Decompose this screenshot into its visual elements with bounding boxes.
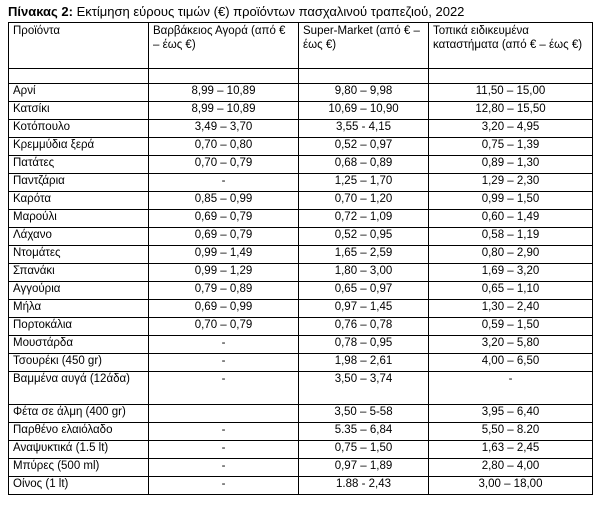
- cell-product: Βαμμένα αυγά (12άδα): [9, 372, 149, 405]
- cell-local: 0,60 – 1,49: [429, 210, 593, 228]
- cell-varvakeios: 0,70 – 0,79: [149, 318, 299, 336]
- cell-supermarket: 3,50 – 3,74: [299, 372, 429, 405]
- table-row: [9, 120, 593, 138]
- cell-varvakeios: 0,79 – 0,89: [149, 282, 299, 300]
- cell-product: Κοτόπουλο: [9, 120, 149, 138]
- cell-supermarket: 1,80 – 3,00: [299, 264, 429, 282]
- cell-supermarket: 10,69 – 10,90: [299, 102, 429, 120]
- cell-supermarket: 9,80 – 9,98: [299, 84, 429, 102]
- cell-varvakeios: -: [149, 477, 299, 495]
- table-row: [9, 477, 593, 495]
- cell-local: 0,59 – 1,50: [429, 318, 593, 336]
- table-row: [9, 423, 593, 441]
- cell-supermarket: 0,65 – 0,97: [299, 282, 429, 300]
- table-row: [9, 228, 593, 246]
- table-row: [9, 354, 593, 372]
- cell-supermarket: 3,55 - 4,15: [299, 120, 429, 138]
- cell-varvakeios: -: [149, 174, 299, 192]
- cell-varvakeios: 0,85 – 0,99: [149, 192, 299, 210]
- cell-local: 5,50 – 8.20: [429, 423, 593, 441]
- cell-supermarket: 0,97 – 1,45: [299, 300, 429, 318]
- cell-local: 0,75 – 1,39: [429, 138, 593, 156]
- cell-supermarket: 1,25 – 1,70: [299, 174, 429, 192]
- table-row: [9, 84, 593, 102]
- cell-varvakeios: -: [149, 441, 299, 459]
- table-header-row: [9, 23, 593, 69]
- cell-product: Πατάτες: [9, 156, 149, 174]
- price-table: [8, 22, 593, 495]
- caption-text: Εκτίμηση εύρους τιμών (€) προϊόντων πασχαλινού τραπεζιού, 2022: [72, 4, 465, 19]
- table-row: [9, 441, 593, 459]
- table-row: [9, 102, 593, 120]
- cell-product: Μουστάρδα: [9, 336, 149, 354]
- cell-supermarket: 0,76 – 0,78: [299, 318, 429, 336]
- cell-product: Μήλα: [9, 300, 149, 318]
- document: [8, 4, 592, 495]
- cell-product: Αρνί: [9, 84, 149, 102]
- cell-local: 4,00 – 6,50: [429, 354, 593, 372]
- cell-local: 3,95 – 6,40: [429, 405, 593, 423]
- cell-varvakeios: 8,99 – 10,89: [149, 84, 299, 102]
- cell-supermarket: 1,65 – 2,59: [299, 246, 429, 264]
- cell-varvakeios: -: [149, 423, 299, 441]
- cell-varvakeios: [149, 405, 299, 423]
- cell-product: Αναψυκτικά (1.5 lt): [9, 441, 149, 459]
- header-varvakeios: Βαρβάκειος Αγορά (από € – έως €): [149, 23, 299, 69]
- table-row: [9, 246, 593, 264]
- cell-supermarket: 0,52 – 0,97: [299, 138, 429, 156]
- cell-varvakeios: 0,70 – 0,79: [149, 156, 299, 174]
- cell-local: 0,80 – 2,90: [429, 246, 593, 264]
- cell-varvakeios: -: [149, 354, 299, 372]
- cell-local: 2,80 – 4,00: [429, 459, 593, 477]
- cell-product: Παρθένο ελαιόλαδο: [9, 423, 149, 441]
- table-row: [9, 174, 593, 192]
- cell-local: 11,50 – 15,00: [429, 84, 593, 102]
- cell-supermarket: 0,78 – 0,95: [299, 336, 429, 354]
- cell-local: 0,58 – 1,19: [429, 228, 593, 246]
- cell-local: 1,69 – 3,20: [429, 264, 593, 282]
- cell-varvakeios: -: [149, 336, 299, 354]
- cell-local: 1,30 – 2,40: [429, 300, 593, 318]
- cell-supermarket: 0,52 – 0,95: [299, 228, 429, 246]
- cell-product: Οίνος (1 lt): [9, 477, 149, 495]
- cell-varvakeios: -: [149, 459, 299, 477]
- cell-local: 0,89 – 1,30: [429, 156, 593, 174]
- cell-local: 1,63 – 2,45: [429, 441, 593, 459]
- cell-product: Μπύρες (500 ml): [9, 459, 149, 477]
- table-row: [9, 318, 593, 336]
- table-row: [9, 300, 593, 318]
- cell-varvakeios: 0,69 – 0,79: [149, 210, 299, 228]
- cell-product: Παντζάρια: [9, 174, 149, 192]
- cell-product: Αγγούρια: [9, 282, 149, 300]
- cell-supermarket: 0,68 – 0,89: [299, 156, 429, 174]
- cell-local: 3,20 – 5,80: [429, 336, 593, 354]
- cell-product: Κατσίκι: [9, 102, 149, 120]
- table-row-empty: [9, 69, 593, 84]
- cell-local: 1,29 – 2,30: [429, 174, 593, 192]
- cell-product: Κρεμμύδια ξερά: [9, 138, 149, 156]
- caption-label: Πίνακας 2:: [8, 4, 73, 19]
- cell-product: Ντομάτες: [9, 246, 149, 264]
- cell-supermarket: 0,70 – 1,20: [299, 192, 429, 210]
- table-row: [9, 264, 593, 282]
- cell-product: Σπανάκι: [9, 264, 149, 282]
- cell-local: 12,80 – 15,50: [429, 102, 593, 120]
- table-row: [9, 372, 593, 405]
- cell-varvakeios: 8,99 – 10,89: [149, 102, 299, 120]
- cell-varvakeios: 0,69 – 0,79: [149, 228, 299, 246]
- table-row: [9, 282, 593, 300]
- cell-varvakeios: 0,69 – 0,99: [149, 300, 299, 318]
- cell-supermarket: 0,72 – 1,09: [299, 210, 429, 228]
- cell-varvakeios: 0,70 – 0,80: [149, 138, 299, 156]
- cell-supermarket: 0,75 – 1,50: [299, 441, 429, 459]
- cell-product: Τσουρέκι (450 gr): [9, 354, 149, 372]
- table-row: [9, 210, 593, 228]
- cell-local: 0,99 – 1,50: [429, 192, 593, 210]
- cell-varvakeios: 0,99 – 1,49: [149, 246, 299, 264]
- cell-local: 3,20 – 4,95: [429, 120, 593, 138]
- header-products: Προϊόντα: [9, 23, 149, 69]
- cell-local: 0,65 – 1,10: [429, 282, 593, 300]
- cell-varvakeios: -: [149, 372, 299, 405]
- table-row: [9, 138, 593, 156]
- cell-local: 3,00 – 18,00: [429, 477, 593, 495]
- table-caption: [8, 4, 592, 22]
- table-row: [9, 336, 593, 354]
- cell-local: -: [429, 372, 593, 405]
- cell-product: Λάχανο: [9, 228, 149, 246]
- table-row: [9, 192, 593, 210]
- cell-varvakeios: 0,99 – 1,29: [149, 264, 299, 282]
- cell-supermarket: 5.35 – 6,84: [299, 423, 429, 441]
- table-row: [9, 405, 593, 423]
- cell-product: Φέτα σε άλμη (400 gr): [9, 405, 149, 423]
- cell-varvakeios: 3,49 – 3,70: [149, 120, 299, 138]
- header-local: Τοπικά ειδικευμένα καταστήματα (από € – έως €): [429, 23, 593, 69]
- cell-supermarket: 0,97 – 1,89: [299, 459, 429, 477]
- cell-supermarket: 1.88 - 2,43: [299, 477, 429, 495]
- cell-product: Πορτοκάλια: [9, 318, 149, 336]
- table-row: [9, 156, 593, 174]
- cell-product: Μαρούλι: [9, 210, 149, 228]
- cell-supermarket: 1,98 – 2,61: [299, 354, 429, 372]
- header-supermarket: Super-Market (από € – έως €): [299, 23, 429, 69]
- table-row: [9, 459, 593, 477]
- cell-supermarket: 3,50 – 5-58: [299, 405, 429, 423]
- cell-product: Καρότα: [9, 192, 149, 210]
- table-body: [9, 69, 593, 495]
